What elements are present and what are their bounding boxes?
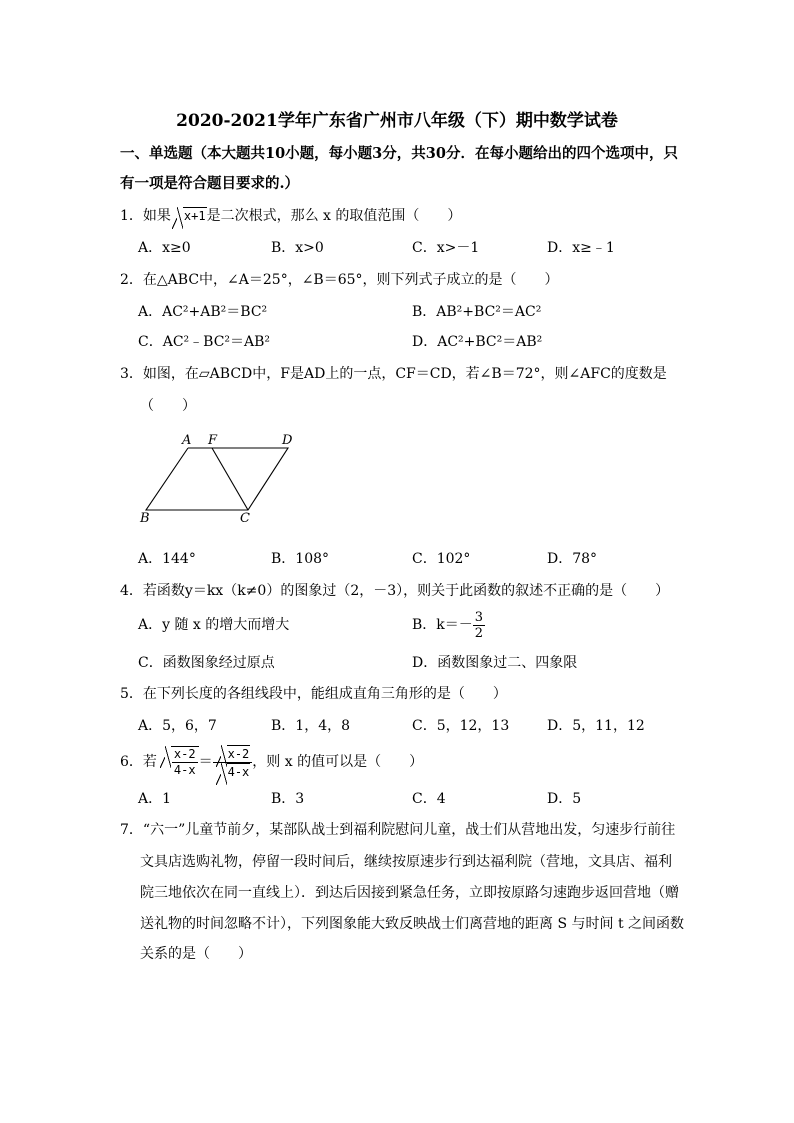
- parallelogram-figure: [130, 428, 310, 528]
- label-a: A: [182, 433, 192, 448]
- q6-equals: ＝: [198, 754, 213, 770]
- q6-lhs-radical: [171, 746, 199, 778]
- question-5-stem: 5．在下列长度的各组线段中，能组成直角三角形的是（ ）: [120, 686, 507, 702]
- q6-option-b: B．3: [271, 791, 305, 807]
- q1-option-b: B．x>0: [271, 240, 324, 256]
- q1-post: 是二次根式，那么 x 的取值范围（ ）: [206, 208, 462, 224]
- q6-rhs-numerator: x-2: [227, 746, 250, 761]
- q6-rhs-num-radical: [227, 745, 251, 762]
- question-7-line4: 送礼物的时间忽略不计），下列图象能大致反映战士们离营地的距离 S 与时间 t 之间函数: [140, 916, 685, 932]
- question-3-paren: （ ）: [140, 398, 196, 414]
- page-title: 2020-2021学年广东省广州市八年级（下）期中数学试卷: [176, 111, 618, 131]
- q6-lhs-denominator: 4-x: [173, 762, 196, 777]
- q4-b-denominator: 2: [474, 625, 484, 641]
- q4-option-a: A．y 随 x 的增大而增大: [138, 617, 290, 633]
- q4-option-c: C．函数图象经过原点: [138, 655, 275, 671]
- q4-b-numerator: 3: [474, 609, 484, 625]
- q6-pre: 6．若: [120, 754, 157, 770]
- q3-option-b: B．108°: [271, 551, 330, 567]
- q2-option-d: D．AC²+BC²＝AB²: [412, 334, 543, 350]
- q6-lhs-fraction: [172, 747, 198, 778]
- q2-option-a: A．AC²+AB²＝BC²: [138, 304, 268, 320]
- label-c: C: [240, 511, 250, 526]
- q1-option-a: A．x≥0: [138, 240, 191, 256]
- q4-option-d: D．函数图象过二、四象限: [412, 655, 578, 671]
- question-6-stem: [120, 744, 423, 780]
- q6-rhs-fraction: [213, 745, 253, 780]
- q1-radical: [183, 207, 207, 224]
- q3-option-d: D．78°: [547, 551, 598, 567]
- question-7-line2: 文具店选购礼物，停留一段时间后，继续按原速步行到达福利院（营地，文具店、福利: [140, 854, 672, 870]
- q4-option-b: [412, 608, 485, 642]
- q6-rhs-denominator-wrap: [213, 763, 253, 780]
- question-4-stem: 4．若函数y＝kx（k≠0）的图象过（2，－3），则关于此函数的叙述不正确的是（ ）: [120, 583, 670, 599]
- section-heading-line1: 一、单选题（本大题共10小题，每小题3分，共30分．在每小题给出的四个选项中，只: [120, 145, 678, 162]
- question-7-line1: 7．“六一”儿童节前夕，某部队战士到福利院慰问儿童，战士们从营地出发，匀速步行前往: [120, 822, 676, 838]
- question-2-stem: 2．在△ABC中，∠A＝25°，∠B＝65°，则下列式子成立的是（ ）: [120, 272, 559, 288]
- question-3-stem: 3．如图，在▱ABCD中，F是AD上的一点，CF＝CD，若∠B＝72°，则∠AFC的度数是: [120, 366, 667, 382]
- q1-pre: 1．如果: [120, 208, 171, 224]
- q3-option-c: C．102°: [412, 551, 471, 567]
- q6-option-a: A．1: [138, 791, 172, 807]
- segment-cf: [212, 448, 248, 510]
- label-f: F: [208, 433, 218, 448]
- q6-post: ，则 x 的值可以是（ ）: [252, 754, 424, 770]
- q1-radicand: x+1: [183, 209, 206, 223]
- q6-option-d: D．5: [547, 791, 582, 807]
- q1-option-c: C．x>－1: [412, 240, 480, 256]
- q5-option-a: A．5，6，7: [138, 718, 217, 734]
- question-1-stem: [120, 206, 461, 226]
- q2-option-b: B．AB²+BC²＝AC²: [412, 304, 542, 320]
- q3-option-a: A．144°: [138, 551, 196, 567]
- q6-option-c: C．4: [412, 791, 446, 807]
- section-heading-line2: 有一项是符合题目要求的.）: [120, 175, 300, 192]
- q4-option-b-fraction: [473, 610, 485, 641]
- q6-rhs-numerator-wrap: [213, 745, 253, 763]
- label-b: B: [140, 511, 150, 526]
- label-d: D: [282, 433, 293, 448]
- q6-rhs-den-radical: [227, 763, 251, 780]
- q4-option-b-prefix: B．k＝－: [412, 617, 473, 633]
- q5-option-d: D．5，11，12: [547, 718, 645, 734]
- q6-lhs-numerator: x-2: [173, 746, 196, 761]
- question-7-line3: 院三地依次在同一直线上）．到达后因接到紧急任务，立即按原路匀速跑步返回营地（赠: [140, 885, 679, 901]
- question-7-line5: 关系的是（ ）: [140, 946, 252, 962]
- q2-option-c: C．AC²﹣BC²＝AB²: [138, 334, 271, 350]
- q5-option-c: C．5，12，13: [412, 718, 510, 734]
- q6-rhs-denominator: 4-x: [227, 764, 250, 779]
- q5-option-b: B．1，4，8: [271, 718, 351, 734]
- q1-option-d: D．x≥﹣1: [547, 240, 615, 256]
